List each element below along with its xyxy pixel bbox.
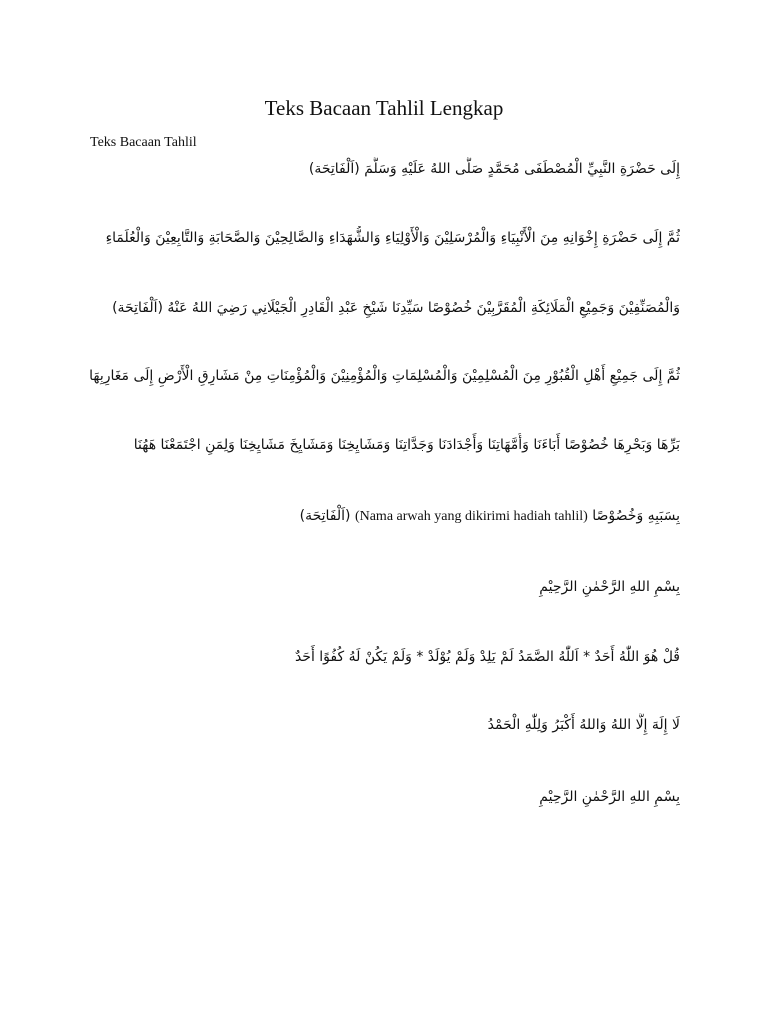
page-title: Teks Bacaan Tahlil Lengkap	[264, 96, 504, 120]
basmala-line-1: بِسْمِ اللهِ الرَّحْمٰنِ الرَّحِيْمِ	[539, 579, 680, 595]
arwah-line	[80, 504, 680, 529]
arabic-line-4: ثُمَّ إِلَى جَمِيْعِ أَهْلِ الْقُبُوْرِ مِنَ الْمُسْلِمِيْنَ وَالْمُسْلِمَاتِ وَالْمُؤْمِنِيْنَ وَالْمُؤْمِنَاتِ مِنْ مَشَارِقِ الْأَرْضِ إِلَى مَغَارِبِهَا	[89, 368, 680, 384]
arwah-arabic: بِسَبَبِهِ وَخُصُوْصًا	[592, 508, 680, 524]
tahlil-line: لَا إِلَهَ إِلَّا اللهُ وَاللهُ أَكْبَرُ وَلِلّٰهِ الْحَمْدُ	[487, 717, 680, 733]
arabic-line-2: ثُمَّ إِلَى حَضْرَةِ إِخْوَانِهِ مِنَ الْأَنْبِيَاءِ وَالْمُرْسَلِيْنَ وَالْأَوْلِيَاءِ وَالشُّهَدَاءِ وَالصَّالِحِيْنَ وَالصَّحَابَةِ وَالتَّابِعِيْنَ وَالْعُلَمَاءِ	[105, 230, 680, 246]
arabic-line-5: بَرِّهَا وَبَحْرِهَا خُصُوْصًا أَبَاءَنَا وَأُمَّهَاتِنَا وَأَجْدَادَنَا وَجَدَّاتِنَا وَمَشَايِخِنَا وَمَشَايِخَ مَشَايِخِنَا وَلِمَنِ اجْتَمَعْنَا هَهُنَا	[133, 437, 680, 453]
surah-ikhlas-line: قُلْ هُوَ اللّٰهُ أَحَدٌ * اَللّٰهُ الصَّمَدُ لَمْ يَلِدْ وَلَمْ يُوْلَدْ * وَلَمْ يَكُنْ لَهُ كُفُوًا أَحَدٌ	[294, 649, 680, 665]
section-heading: Teks Bacaan Tahlil	[90, 135, 197, 150]
arabic-line-3: وَالْمُصَنِّفِيْنَ وَجَمِيْعِ الْمَلَائِكَةِ الْمُقَرَّبِيْنَ خُصُوْصًا سَيِّدِنَا شَيْخِ عَبْدِ الْقَادِرِ الْجَيْلَانِي رَضِيَ اللهُ عَنْهُ (اَلْفَاتِحَة)	[112, 300, 680, 316]
arwah-closing: (اَلْفَاتِحَة)	[299, 508, 351, 524]
arwah-placeholder-note: (Nama arwah yang dikirimi hadiah tahlil)	[354, 509, 588, 524]
basmala-line-2: بِسْمِ اللهِ الرَّحْمٰنِ الرَّحِيْمِ	[539, 789, 680, 805]
arabic-line-1: إِلَى حَضْرَةِ النَّبِيِّ الْمُصْطَفَى مُحَمَّدٍ صَلَّى اللهُ عَلَيْهِ وَسَلَّمَ (اَلْفَاتِحَة)	[308, 161, 680, 177]
